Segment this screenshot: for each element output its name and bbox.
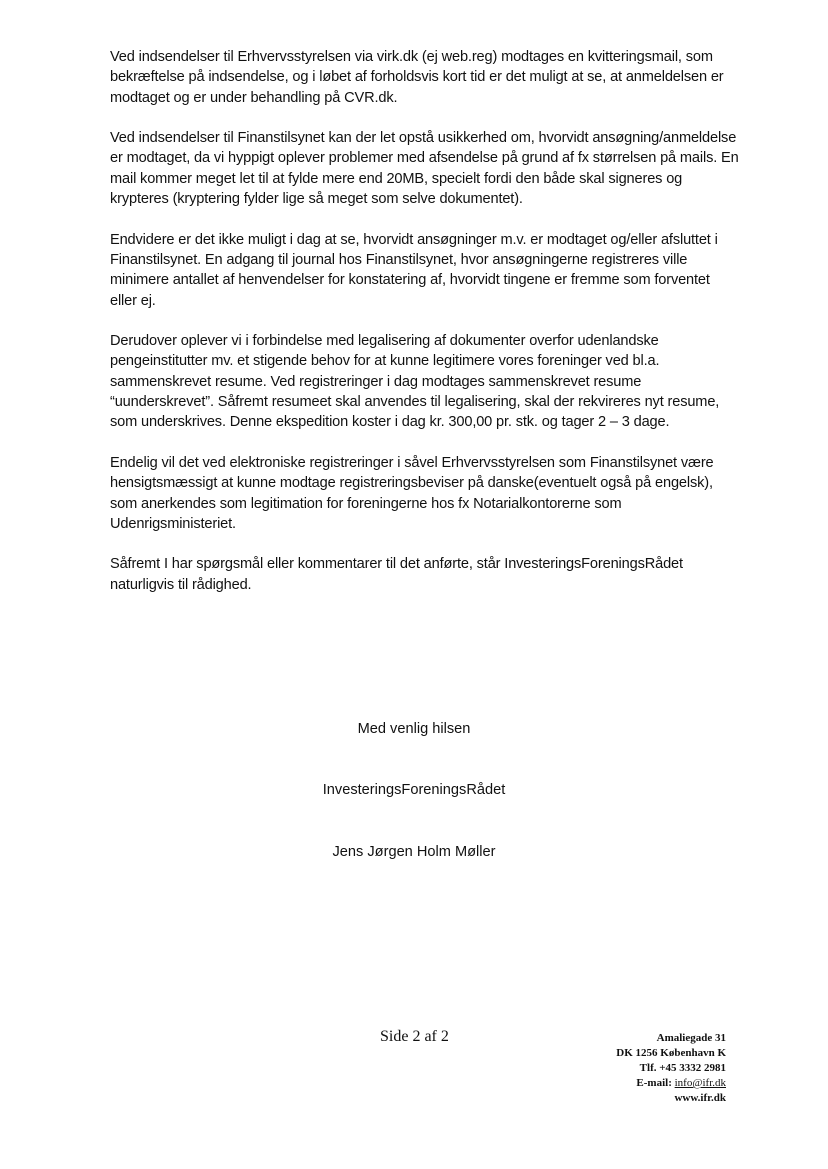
- address-email-label: E-mail:: [636, 1077, 672, 1089]
- footer-address: [616, 1031, 726, 1106]
- paragraph-registration-certificates: Endelig vil det ved elektroniske registreringer i såvel Erhvervsstyrelsen som Finanstilsynet være hensigtsmæssigt at kunne modtage registreringsbeviser på danske(eventuelt også på engelsk), som anerkendes som legitimation for foreningerne hos fx Notarialkontorerne som Udenrigsministeriet.: [110, 454, 714, 532]
- closing-organization: InvesteringsForeningsRådet: [322, 782, 506, 798]
- paragraph-questions: Såfremt I har spørgsmål eller kommentarer til det anførte, står InvesteringsForeningsRådet naturligvis til rådighed.: [110, 556, 683, 593]
- closing-greeting: Med venlig hilsen: [357, 721, 471, 737]
- page-number: Side 2 af 2: [380, 1028, 449, 1045]
- address-website[interactable]: www.ifr.dk: [674, 1092, 726, 1104]
- paragraph-legalisation: Derudover oplever vi i forbindelse med legalisering af dokumenter overfor udenlandske pengeinstitutter mv. et stigende behov for at kunne legitimere vores foreninger ved bl.a. sammenskrevet resume. Ved registreringer i dag modtages sammenskrevet resume “uunderskrevet”. Såfremt resumeet skal anvendes til legalisering, skal der rekvireres nyt resume, som underskrives. Denne ekspedition koster i dag kr. 300,00 pr. stk. og tager 2 – 3 dage.: [110, 333, 720, 431]
- paragraph-journal-access: Endvidere er det ikke muligt i dag at se, hvorvidt ansøgninger m.v. er modtaget og/eller afsluttet i Finanstilsynet. En adgang til journal hos Finanstilsynet, hvor ansøgningerne registreres ville minimere antallet af henvendelser for konstatering af, hvorvidt tingene er fremme som forventet eller ej.: [110, 231, 718, 309]
- paragraph-virk-receipt: Ved indsendelser til Erhvervsstyrelsen via virk.dk (ej web.reg) modtages en kvitteringsmail, som bekræftelse på indsendelse, og i løbet af forholdsvis kort tid er det muligt at se, at anmeldelsen er modtaget og er under behandling på CVR.dk.: [110, 49, 724, 106]
- paragraph-finanstilsynet-uncertainty: Ved indsendelser til Finanstilsynet kan der let opstå usikkerhed om, hvorvidt ansøgning/anmeldelse er modtaget, da vi hyppigt oplever problemer med afsendelse på grund af fx størrelsen på mails. En mail kommer meget let til at fylde mere end 20MB, specielt fordi den både skal signeres og krypteres (kryptering fylder lige så meget som selve dokumentet).: [110, 130, 739, 208]
- closing-signer: Jens Jørgen Holm Møller: [332, 844, 496, 860]
- address-phone: Tlf. +45 3332 2981: [639, 1062, 726, 1074]
- address-city: DK 1256 København K: [616, 1047, 726, 1059]
- address-email-link[interactable]: info@ifr.dk: [674, 1077, 726, 1089]
- address-email-line: [616, 1076, 726, 1091]
- address-street: Amaliegade 31: [656, 1032, 726, 1044]
- letter-body: [110, 47, 740, 615]
